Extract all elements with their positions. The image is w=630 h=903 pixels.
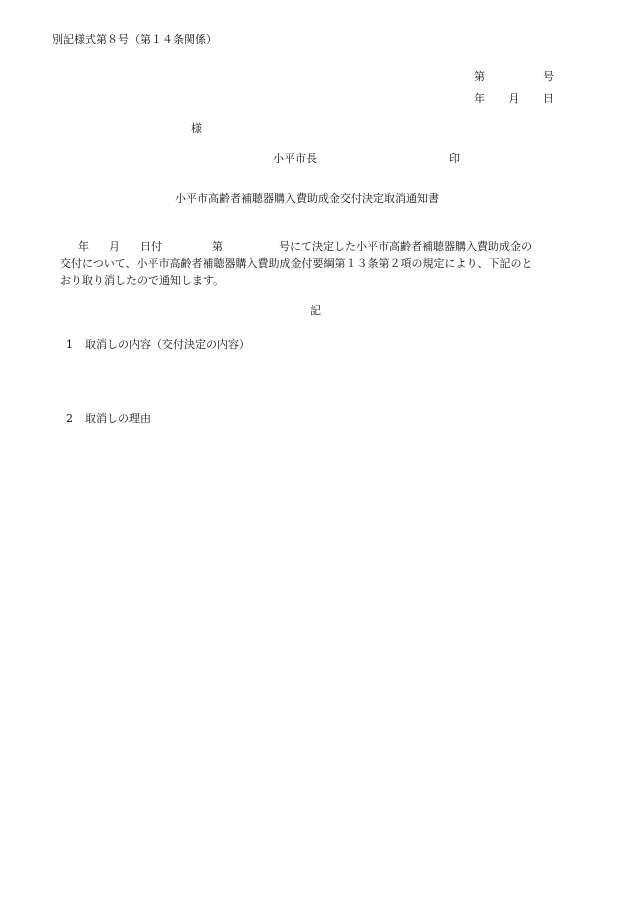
document-number-prefix: 第	[474, 70, 485, 83]
issuer-name: 小平市長	[273, 152, 317, 165]
body-text	[60, 238, 574, 289]
item-1-label: 取消しの内容（交付決定の内容）	[85, 338, 250, 351]
issuer-seal: 印	[449, 152, 460, 165]
form-number: 別記様式第８号（第１４条関係）	[52, 33, 217, 46]
body-line-1	[60, 238, 574, 255]
item-1	[66, 338, 250, 352]
addressee-suffix: 様	[191, 122, 202, 135]
date-month-label: 月	[508, 92, 520, 105]
document-title: 小平市高齢者補聴器購入費助成金交付決定取消通知書	[175, 192, 439, 205]
body-line-3: おり取り消したので通知します。	[60, 274, 225, 287]
date-year-label: 年	[474, 92, 485, 105]
body-month-label: 月	[109, 240, 120, 253]
body-number-prefix: 第	[212, 240, 223, 253]
item-2-label: 取消しの理由	[85, 412, 151, 425]
body-line-2: 交付について、小平市高齢者補聴器購入費助成金付要綱第１３条第２項の規定により、下記のと	[60, 257, 533, 270]
date-day-label: 日	[543, 92, 554, 105]
body-date-label: 日付	[140, 240, 162, 253]
ki-heading: 記	[310, 304, 321, 317]
item-2-number: 2	[66, 412, 73, 425]
document-number-line	[474, 70, 554, 84]
item-1-number: 1	[66, 338, 73, 351]
body-line-1-rest: 号にて決定した小平市高齢者補聴器購入費助成金の	[279, 240, 532, 253]
date-line	[474, 92, 554, 106]
body-year-label: 年	[78, 240, 89, 253]
document-number-suffix: 号	[543, 70, 554, 83]
item-2	[66, 412, 151, 426]
